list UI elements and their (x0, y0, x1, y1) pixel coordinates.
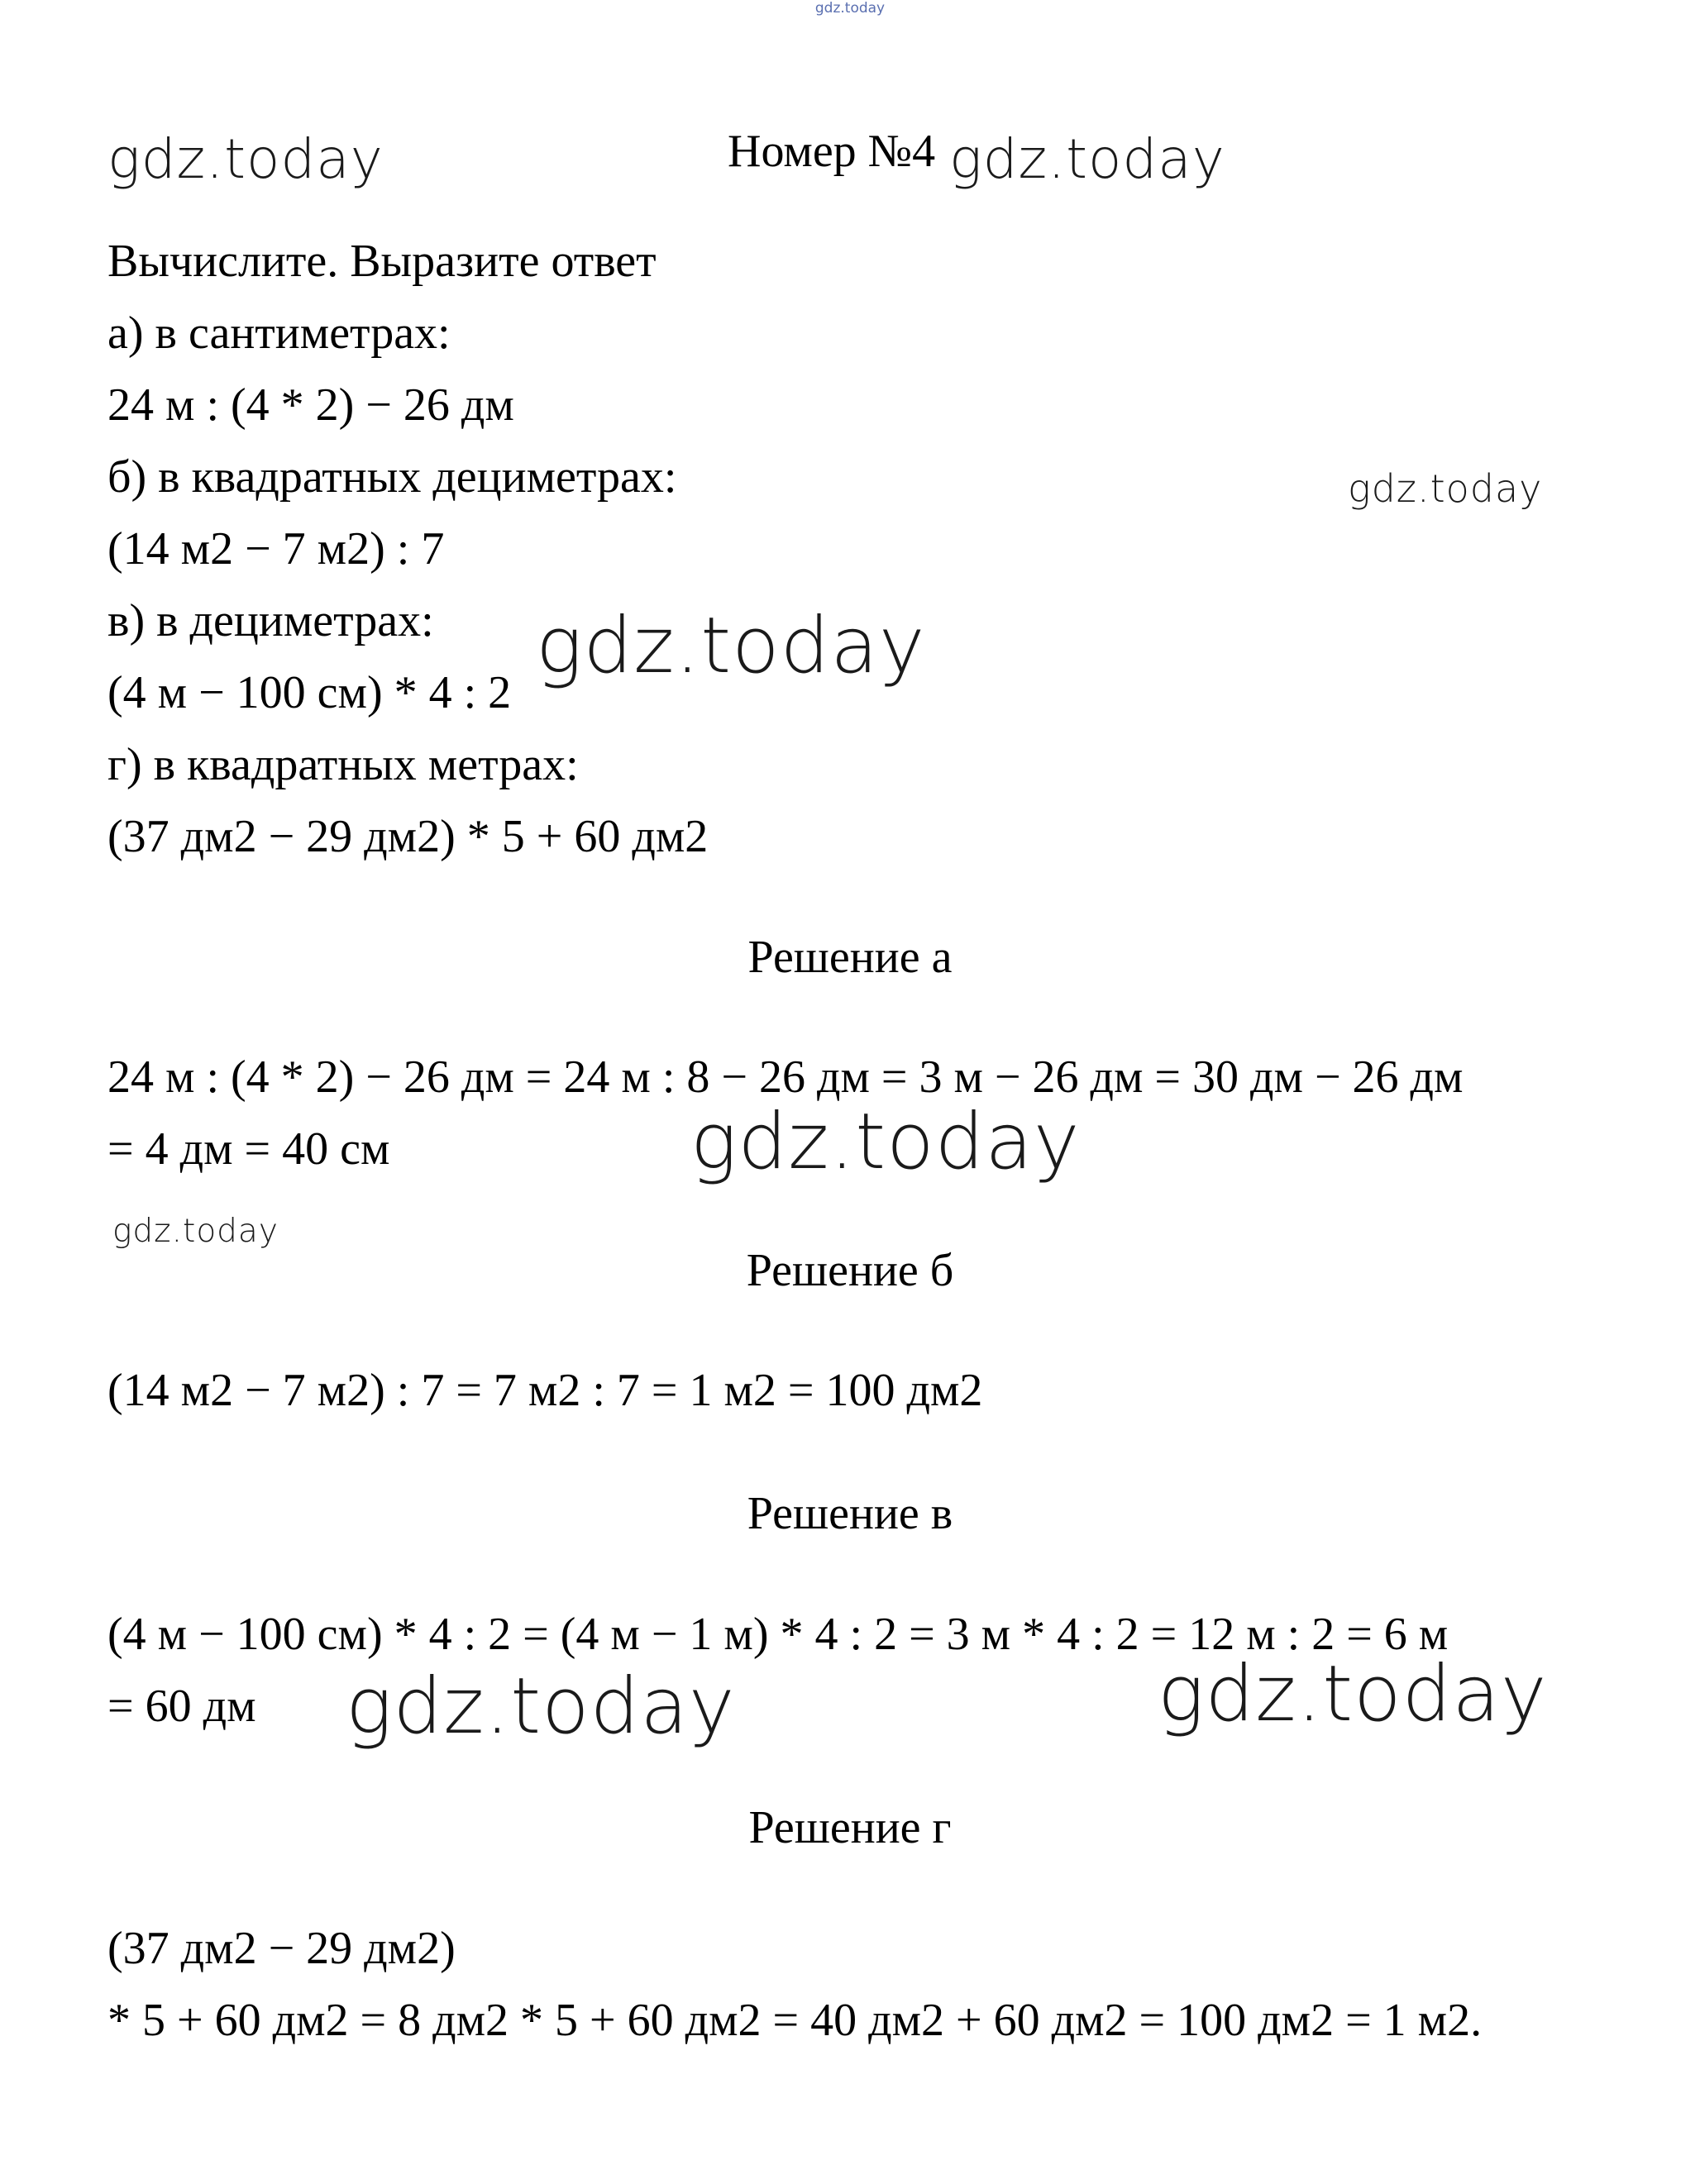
task-d-label: г) в квадратных метрах: (107, 739, 579, 790)
solution-d-line-1: (37 дм2 − 29 дм2) (107, 1923, 456, 1974)
watermark-1: gdz.today (107, 127, 384, 191)
solution-a-line-1: 24 м : (4 * 2) − 26 дм = 24 м : 8 − 26 дм = 3 м − 26 дм = 30 дм − 26 дм (107, 1051, 1464, 1103)
solution-b-line-1: (14 м2 − 7 м2) : 7 = 7 м2 : 7 = 1 м2 = 100 дм2 (107, 1365, 983, 1416)
task-a-expression: 24 м : (4 * 2) − 26 дм (107, 379, 514, 431)
task-b-label: б) в квадратных дециметрах: (107, 451, 677, 503)
watermark-6: gdz.today (112, 1213, 279, 1250)
watermark-7: gdz.today (346, 1662, 736, 1752)
watermark-top: gdz.today (814, 0, 886, 17)
solution-c-line-1: (4 м − 100 см) * 4 : 2 = (4 м − 1 м) * 4 : 2 = 3 м * 4 : 2 = 12 м : 2 = 6 м (107, 1609, 1449, 1660)
task-c-expression: (4 м − 100 см) * 4 : 2 (107, 667, 512, 718)
task-b-expression: (14 м2 − 7 м2) : 7 (107, 523, 445, 575)
watermark-8: gdz.today (1158, 1649, 1548, 1739)
solution-d-line-2: * 5 + 60 дм2 = 8 дм2 * 5 + 60 дм2 = 40 дм2 + 60 дм2 = 100 дм2 = 1 м2. (107, 1995, 1483, 2046)
solution-d-title: Решение г (748, 1802, 952, 1853)
watermark-3: gdz.today (1348, 466, 1543, 511)
task-a-label: а) в сантиметрах: (107, 308, 451, 359)
watermark-2: gdz.today (949, 127, 1225, 191)
watermark-5: gdz.today (690, 1097, 1081, 1187)
solution-c-title: Решение в (747, 1488, 953, 1539)
solution-b-title: Решение б (746, 1245, 954, 1296)
solution-c-line-2: = 60 дм (107, 1681, 256, 1732)
page-title: Номер №4 (728, 126, 936, 177)
task-c-label: в) в дециметрах: (107, 595, 434, 646)
solution-a-title: Решение а (747, 932, 953, 983)
task-intro: Вычислите. Выразите ответ (107, 236, 657, 287)
solution-a-line-2: = 4 дм = 40 см (107, 1123, 390, 1175)
watermark-4: gdz.today (536, 601, 926, 691)
task-d-expression: (37 дм2 − 29 дм2) * 5 + 60 дм2 (107, 811, 709, 862)
